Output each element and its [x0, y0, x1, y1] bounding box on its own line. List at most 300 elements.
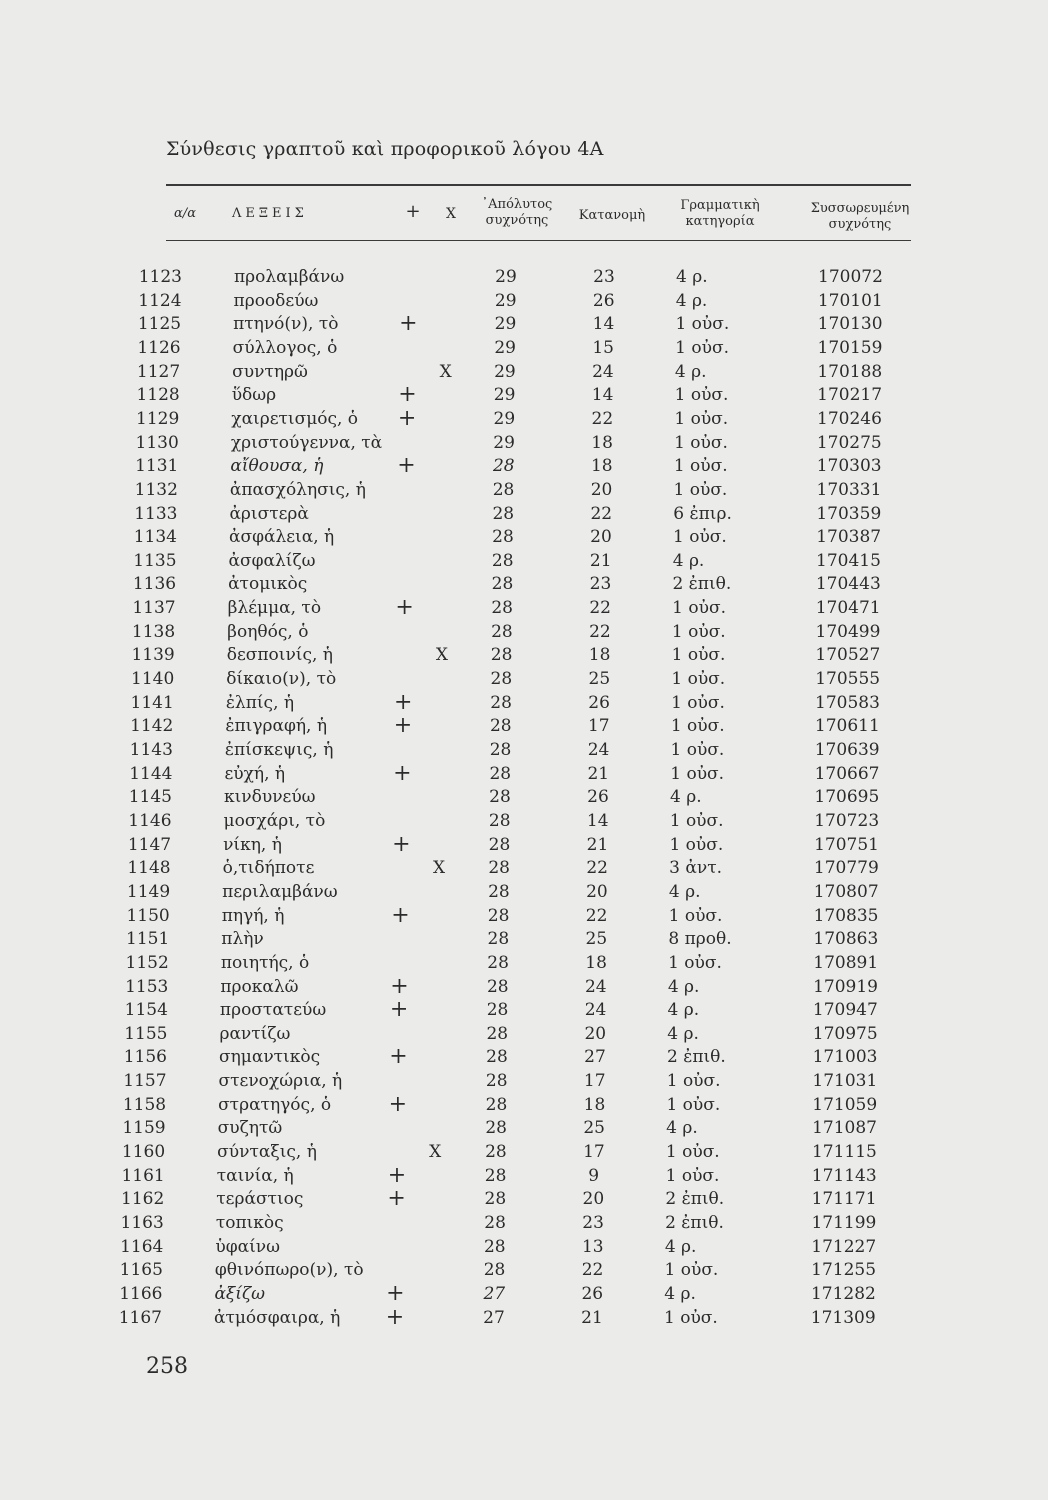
cell-plus: + [397, 453, 416, 479]
cell-abs: 28 [490, 645, 513, 666]
cell-kat: 18 [588, 645, 611, 666]
cell-kat: 23 [593, 267, 615, 287]
cell-lex: συντηρῶ [232, 361, 308, 382]
cell-gram: 1 οὐσ. [674, 385, 729, 406]
cell-abs: 28 [487, 905, 510, 926]
cell-aa: 1153 [125, 976, 169, 997]
cell-aa: 1125 [137, 314, 182, 335]
cell-gram: 4 ρ. [674, 361, 707, 382]
cell-gram: 4 ρ. [667, 976, 700, 997]
table-row [0, 1141, 1048, 1163]
table-row [0, 1117, 1048, 1139]
cell-kat: 21 [589, 550, 612, 571]
cell-plus: + [387, 1186, 406, 1212]
cell-x: Χ [429, 1142, 442, 1163]
cell-lex: δεσποινίς, ἡ [226, 645, 333, 666]
cell-lex: ὑφαίνω [215, 1236, 280, 1257]
cell-lex: κινδυνεύω [224, 787, 316, 808]
cell-aa: 1130 [135, 432, 179, 453]
cell-kat: 22 [590, 503, 613, 524]
cell-lex: προκαλῶ [220, 976, 299, 997]
cell-lex: τοπικὸς [215, 1213, 284, 1233]
cell-gram: 2 ἐπιθ. [665, 1189, 725, 1210]
cell-cum: 170695 [814, 787, 880, 808]
cell-gram: 1 οὐσ. [666, 1094, 721, 1115]
cell-gram: 4 ρ. [664, 1236, 697, 1257]
cell-cum: 170072 [818, 267, 883, 287]
cell-aa: 1135 [133, 550, 177, 571]
cell-aa: 1140 [131, 669, 175, 690]
cell-lex: προλαμβάνω [234, 267, 345, 287]
cell-lex: πηγή, ἡ [221, 905, 285, 926]
cell-lex: μοσχάρι, τὸ [223, 810, 326, 831]
cell-aa: 1166 [119, 1283, 163, 1304]
cell-abs: 28 [484, 1213, 506, 1233]
cell-abs: 29 [493, 385, 516, 406]
table-row [0, 405, 1048, 431]
cell-kat: 17 [583, 1142, 605, 1163]
cell-gram: 4 ρ. [672, 550, 705, 571]
cell-lex: βοηθός, ὁ [227, 621, 309, 642]
cell-kat: 22 [586, 858, 608, 879]
cell-lex: ὁ,τιδήποτε [222, 858, 315, 879]
cell-lex: ἀξίζω [214, 1283, 266, 1304]
cell-aa: 1163 [120, 1213, 164, 1233]
cell-lex: τεράστιος [216, 1189, 304, 1210]
cell-gram: 1 οὐσ. [674, 432, 728, 453]
cell-gram: 1 οὐσ. [670, 740, 725, 760]
cell-lex: στενοχώρια, ἡ [218, 1071, 343, 1092]
header-x: Χ [446, 206, 456, 222]
table-row [0, 621, 1048, 643]
cell-lex: ποιητής, ὁ [220, 952, 310, 973]
cell-lex: ταινία, ἡ [216, 1165, 294, 1186]
cell-gram: 1 οὐσ. [673, 479, 728, 500]
cell-aa: 1161 [121, 1165, 165, 1186]
cell-gram: 4 ρ. [676, 267, 708, 287]
cell-aa: 1124 [138, 290, 182, 311]
cell-aa: 1133 [134, 503, 178, 524]
cell-kat: 18 [591, 432, 613, 453]
cell-abs: 28 [492, 456, 515, 477]
table-row [0, 313, 1048, 335]
cell-kat: 25 [583, 1118, 605, 1139]
header-cumulative-frequency [800, 201, 920, 233]
cell-plus: + [395, 595, 414, 621]
header-grammar-line2: κατηγορία [685, 214, 755, 229]
cell-abs: 28 [485, 1118, 507, 1139]
cell-abs: 28 [483, 1260, 506, 1281]
cell-plus: + [394, 689, 413, 715]
cell-cum: 170246 [817, 408, 882, 429]
cell-cum: 171309 [810, 1307, 876, 1328]
cell-plus: + [385, 1304, 405, 1330]
cell-aa: 1131 [135, 456, 179, 477]
page-number: 258 [146, 1354, 188, 1379]
cell-gram: 1 οὐσ. [665, 1165, 720, 1186]
cell-lex: ἀτομικὸς [228, 574, 308, 595]
cell-plus: + [392, 831, 411, 857]
cell-gram: 1 οὐσ. [670, 716, 725, 737]
cell-gram: 1 οὐσ. [666, 1071, 721, 1092]
table-row [0, 479, 1048, 501]
cell-plus: + [388, 1091, 408, 1117]
cell-lex: ραντίζω [219, 1023, 291, 1044]
cell-lex: περιλαμβάνω [222, 881, 338, 902]
cell-aa: 1165 [119, 1260, 163, 1281]
cell-aa: 1134 [133, 527, 177, 548]
table-row [0, 550, 1048, 572]
cell-kat: 22 [589, 621, 611, 642]
cell-aa: 1149 [126, 881, 171, 902]
cell-lex: εὐχή, ἡ [224, 763, 286, 784]
cell-aa: 1129 [136, 408, 180, 429]
cell-plus: + [398, 382, 417, 408]
cell-plus: + [389, 1044, 408, 1070]
cell-cum: 171059 [812, 1094, 878, 1115]
cell-cum: 170751 [814, 834, 879, 855]
table-row [0, 1304, 1048, 1330]
cell-plus: + [386, 1280, 405, 1306]
cell-lex: ἐπίσκεψις, ἡ [224, 740, 334, 760]
cell-lex: ἀριστερὰ [229, 503, 309, 524]
cell-gram: 1 οὐσ. [675, 314, 730, 335]
cell-cum: 171227 [811, 1236, 877, 1257]
cell-x: Χ [439, 361, 452, 382]
table-row [0, 760, 1048, 786]
table-row [0, 715, 1048, 737]
cell-abs: 28 [491, 598, 513, 619]
cell-abs: 28 [492, 479, 515, 500]
cell-aa: 1151 [126, 929, 170, 950]
cell-abs: 29 [495, 267, 517, 287]
cell-kat: 24 [592, 361, 614, 382]
cell-kat: 14 [591, 385, 614, 406]
cell-kat: 18 [583, 1094, 606, 1115]
cell-abs: 28 [488, 834, 511, 855]
table-row [0, 810, 1048, 832]
cell-kat: 26 [587, 787, 609, 808]
cell-gram: 1 οὐσ. [671, 692, 725, 713]
table-row [0, 999, 1048, 1021]
cell-aa: 1167 [118, 1307, 162, 1328]
cell-cum: 170919 [813, 976, 878, 997]
cell-cum: 170387 [816, 527, 882, 548]
header-grammatical-category [668, 198, 772, 230]
cell-abs: 28 [492, 503, 515, 524]
cell-gram: 6 ἐπιρ. [673, 503, 732, 524]
cell-plus: + [397, 405, 417, 431]
cell-plus: + [387, 1162, 407, 1188]
cell-cum: 170835 [813, 905, 879, 926]
cell-cum: 170807 [813, 881, 879, 902]
cell-cum: 171143 [811, 1165, 877, 1186]
cell-abs: 28 [484, 1165, 507, 1186]
cell-lex: βλέμμα, τὸ [227, 598, 322, 619]
cell-gram: 1 οὐσ. [670, 763, 725, 784]
cell-kat: 25 [585, 929, 608, 950]
cell-gram: 4 ρ. [675, 290, 708, 311]
cell-kat: 26 [588, 692, 610, 713]
cell-aa: 1147 [127, 834, 172, 855]
cell-kat: 20 [586, 881, 608, 902]
header-plus: + [405, 201, 421, 222]
cell-cum: 171255 [811, 1260, 877, 1281]
cell-kat: 23 [582, 1213, 604, 1233]
table-row [0, 1259, 1048, 1281]
cell-cum: 171003 [812, 1047, 878, 1068]
table-row [0, 503, 1048, 525]
cell-gram: 4 ρ. [666, 1118, 698, 1139]
cell-aa: 1150 [126, 905, 170, 926]
cell-lex: σύνταξις, ἡ [217, 1142, 317, 1163]
cell-gram: 2 ἐπιθ. [672, 574, 732, 595]
cell-kat: 20 [590, 479, 613, 500]
cell-lex: ἀπασχόλησις, ἡ [229, 479, 366, 500]
cell-kat: 14 [586, 810, 609, 831]
cell-gram: 4 ρ. [664, 1283, 696, 1304]
cell-aa: 1142 [130, 716, 174, 737]
table-row [0, 1162, 1048, 1188]
cell-aa: 1145 [128, 787, 172, 808]
cell-aa: 1126 [137, 337, 181, 358]
cell-gram: 4 ρ. [668, 881, 701, 902]
header-top-rule [166, 184, 911, 186]
cell-abs: 28 [486, 976, 509, 997]
table-row [0, 290, 1048, 312]
cell-gram: 1 οὐσ. [673, 527, 727, 548]
table-row [0, 266, 1048, 288]
cell-cum: 171199 [811, 1213, 877, 1233]
cell-kat: 17 [587, 716, 610, 737]
cell-abs: 28 [487, 952, 509, 973]
cell-aa: 1132 [134, 479, 178, 500]
cell-cum: 170863 [813, 929, 879, 950]
cell-lex: σύλλογος, ὁ [232, 337, 338, 358]
cell-kat: 24 [584, 976, 607, 997]
cell-abs: 28 [487, 929, 510, 950]
cell-cum: 170275 [816, 432, 882, 453]
cell-gram: 2 ἐπιθ. [667, 1047, 726, 1068]
header-absolute-line2: συχνότης [485, 213, 549, 228]
cell-cum: 170359 [816, 503, 882, 524]
cell-abs: 29 [493, 432, 515, 453]
cell-abs: 28 [485, 1071, 508, 1092]
cell-cum: 170639 [814, 740, 880, 760]
table-row [0, 786, 1048, 808]
cell-kat: 20 [584, 1023, 607, 1044]
table-row [0, 857, 1048, 879]
cell-kat: 20 [582, 1189, 605, 1210]
cell-cum: 170188 [817, 361, 883, 382]
cell-kat: 18 [590, 456, 613, 477]
table-row [0, 361, 1048, 383]
cell-kat: 23 [589, 574, 612, 595]
cell-aa: 1156 [123, 1047, 167, 1068]
cell-cum: 171115 [811, 1142, 877, 1163]
cell-cum: 170443 [815, 574, 881, 595]
cell-lex: πτηνό(ν), τὸ [233, 314, 339, 335]
cell-kat: 26 [581, 1283, 604, 1304]
table-row [0, 1091, 1048, 1117]
table-row [0, 644, 1048, 666]
table-row [0, 881, 1048, 903]
cell-cum: 170947 [812, 1000, 878, 1021]
cell-lex: πλὴν [221, 929, 264, 950]
cell-abs: 28 [491, 621, 513, 642]
table-row [0, 1070, 1048, 1092]
table-row [0, 928, 1048, 950]
cell-cum: 170101 [817, 290, 883, 311]
cell-abs: 28 [488, 858, 510, 879]
cell-abs: 27 [483, 1283, 506, 1304]
cell-abs: 28 [483, 1236, 506, 1257]
cell-cum: 171282 [810, 1283, 876, 1304]
cell-gram: 4 ρ. [667, 1000, 700, 1021]
cell-lex: ἐπιγραφή, ἡ [225, 716, 328, 737]
cell-cum: 170555 [815, 669, 881, 690]
cell-abs: 29 [494, 337, 516, 358]
cell-kat: 21 [587, 763, 610, 784]
cell-abs: 28 [491, 550, 514, 571]
cell-lex: προοδεύω [233, 290, 319, 311]
cell-aa: 1158 [122, 1094, 167, 1115]
table-row [0, 952, 1048, 974]
cell-abs: 28 [490, 692, 512, 713]
cell-abs: 28 [488, 810, 511, 831]
cell-abs: 28 [489, 716, 512, 737]
cell-abs: 28 [489, 740, 512, 760]
cell-cum: 170331 [816, 479, 882, 500]
cell-gram: 1 οὐσ. [664, 1260, 719, 1281]
table-row [0, 455, 1048, 477]
table-row [0, 337, 1048, 359]
cell-gram: 3 ἀντ. [669, 858, 723, 879]
cell-aa: 1127 [136, 361, 181, 382]
cell-aa: 1141 [130, 692, 174, 713]
cell-lex: προστατεύω [219, 1000, 327, 1021]
cell-lex: ἀσφαλίζω [228, 550, 316, 571]
table-row [0, 384, 1048, 406]
cell-abs: 28 [484, 1189, 507, 1210]
cell-abs: 29 [494, 314, 517, 335]
cell-gram: 1 οὐσ. [671, 645, 726, 666]
cell-abs: 28 [489, 787, 511, 808]
cell-aa: 1160 [121, 1142, 166, 1163]
header-bottom-rule [166, 240, 911, 241]
cell-cum: 170891 [813, 952, 879, 973]
cell-kat: 15 [592, 337, 614, 358]
cell-cum: 170303 [816, 456, 882, 477]
cell-cum: 170159 [817, 337, 883, 358]
cell-kat: 25 [588, 669, 611, 690]
cell-aa: 1155 [124, 1023, 168, 1044]
header-cumulative-line1: Συσσωρευμένη [810, 201, 910, 216]
cell-kat: 20 [590, 527, 612, 548]
cell-gram: 4 ρ. [670, 787, 702, 808]
cell-gram: 1 οὐσ. [665, 1142, 720, 1163]
cell-lex: ἐλπίς, ἡ [225, 692, 295, 713]
cell-abs: 29 [494, 290, 517, 311]
cell-gram: 1 οὐσ. [668, 952, 722, 973]
header-grammar-line1: Γραμματικὴ [680, 198, 760, 213]
cell-gram: 2 ἐπιθ. [665, 1213, 724, 1233]
cell-abs: 28 [489, 763, 512, 784]
cell-kat: 22 [581, 1260, 604, 1281]
header-cumulative-line2: συχνότης [828, 217, 892, 232]
cell-kat: 14 [592, 314, 615, 335]
cell-abs: 27 [483, 1307, 505, 1328]
cell-gram: 1 οὐσ. [664, 1307, 718, 1328]
cell-cum: 170130 [817, 314, 883, 335]
header-distribution: Κατανομὴ [578, 208, 646, 223]
cell-gram: 1 οὐσ. [674, 408, 729, 429]
cell-plus: + [389, 997, 409, 1023]
cell-cum: 171087 [812, 1118, 877, 1139]
cell-aa: 1159 [122, 1118, 166, 1139]
cell-aa: 1128 [136, 385, 180, 406]
cell-x: Χ [435, 645, 448, 666]
table-row [0, 668, 1048, 690]
cell-kat: 9 [588, 1165, 600, 1186]
table-row [0, 1280, 1048, 1306]
cell-kat: 22 [591, 408, 614, 429]
cell-x: Χ [432, 858, 446, 879]
cell-abs: 28 [485, 1142, 507, 1163]
cell-aa: 1154 [124, 1000, 168, 1021]
cell-cum: 170499 [815, 621, 881, 642]
cell-cum: 170723 [814, 810, 880, 831]
cell-lex: φθινόπωρο(ν), τὸ [214, 1260, 364, 1281]
cell-kat: 13 [581, 1236, 604, 1257]
cell-cum: 170583 [815, 692, 880, 713]
table-row [0, 1046, 1048, 1068]
cell-lex: χαιρετισμός, ὁ [231, 408, 359, 429]
table-row [0, 831, 1048, 857]
cell-plus: + [393, 713, 413, 739]
cell-kat: 24 [587, 740, 610, 760]
table-row [0, 739, 1048, 761]
header-absolute-line1: ᾿Απόλυτος [481, 197, 553, 212]
cell-kat: 17 [583, 1071, 606, 1092]
table-row [0, 573, 1048, 595]
cell-kat: 18 [585, 952, 607, 973]
cell-cum: 170217 [817, 385, 883, 406]
cell-gram: 4 ρ. [667, 1023, 699, 1044]
cell-lex: δίκαιο(ν), τὸ [226, 669, 337, 690]
cell-aa: 1146 [128, 810, 172, 831]
cell-aa: 1164 [120, 1236, 164, 1257]
cell-aa: 1138 [131, 621, 176, 642]
cell-kat: 22 [585, 905, 608, 926]
cell-plus: + [399, 311, 418, 337]
cell-cum: 170611 [814, 716, 880, 737]
cell-cum: 171031 [812, 1071, 878, 1092]
cell-cum: 170527 [815, 645, 881, 666]
header-absolute-frequency [474, 197, 560, 229]
cell-cum: 170415 [816, 550, 881, 571]
cell-abs: 28 [485, 1094, 508, 1115]
table-row [0, 973, 1048, 999]
cell-plus: + [391, 902, 410, 928]
cell-cum: 170667 [814, 763, 880, 784]
cell-lex: συζητῶ [217, 1118, 283, 1139]
cell-plus: + [390, 973, 409, 999]
cell-kat: 27 [584, 1047, 606, 1068]
cell-aa: 1137 [132, 598, 176, 619]
cell-gram: 1 οὐσ. [669, 834, 724, 855]
cell-lex: χριστούγεννα, τὰ [230, 432, 383, 453]
